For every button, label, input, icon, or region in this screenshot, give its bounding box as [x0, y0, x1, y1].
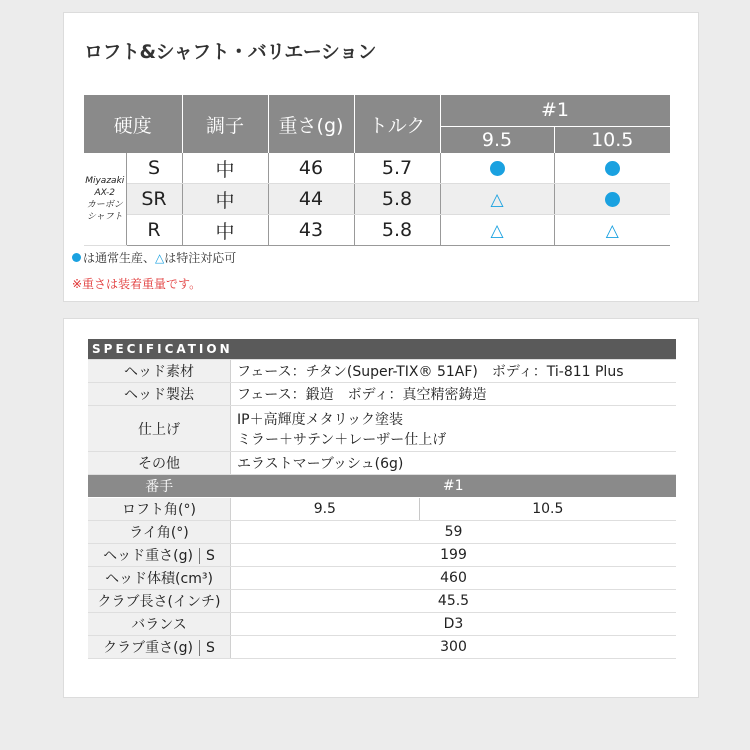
weight-cell: 43: [268, 215, 354, 246]
availability-cell: [554, 184, 670, 215]
table-row: ライ角(°) 59: [88, 521, 676, 544]
triangle-icon: △: [490, 221, 504, 241]
table-row: 番手 #1: [88, 475, 676, 498]
circle-icon: [490, 161, 505, 176]
table-row: ヘッド素材 フェース：チタン(Super-TIX® 51AF) ボディ：Ti-811 Plus: [88, 360, 676, 383]
shaft-variation-title: ロフト&シャフト・バリエーション: [84, 41, 377, 63]
circle-icon: [605, 161, 620, 176]
table-row: [84, 184, 670, 215]
torque-cell: 5.8: [354, 184, 440, 215]
flex-cell: SR: [126, 184, 182, 215]
triangle-icon: △: [605, 221, 619, 241]
table-row: ヘッド重さ(g) S 199: [88, 544, 676, 567]
availability-cell: [440, 184, 554, 215]
specification-card: [63, 318, 699, 698]
table-row: その他 エラストマーブッシュ(6g): [88, 452, 676, 475]
kick-cell: 中: [182, 153, 268, 184]
table-row: [84, 215, 670, 246]
availability-cell: [440, 153, 554, 184]
table-row: バランス D3: [88, 613, 676, 636]
spec-header: SPECIFICATION: [88, 339, 676, 360]
shaft-table: [84, 95, 671, 246]
circle-icon: [605, 192, 620, 207]
weight-cell: 44: [268, 184, 354, 215]
torque-cell: 5.7: [354, 153, 440, 184]
torque-cell: 5.8: [354, 215, 440, 246]
header-hardness: 硬度: [84, 95, 182, 153]
table-row: ヘッド体積(cm³) 460: [88, 567, 676, 590]
triangle-icon: △: [490, 190, 504, 210]
header-kick: 調子: [182, 95, 268, 153]
header-loft-a: 9.5: [440, 126, 554, 153]
table-row: 仕上げ IP＋高輝度メタリック塗装 ミラー＋サテン＋レーザー仕上げ: [88, 406, 676, 452]
table-row: クラブ重さ(g) S 300: [88, 636, 676, 659]
availability-cell: [554, 215, 670, 246]
shaft-variation-card: [63, 12, 699, 302]
circle-icon: [72, 253, 81, 262]
table-row: ロフト角(°) 9.5 10.5: [88, 498, 676, 521]
table-row: ヘッド製法 フェース：鍛造 ボディ：真空精密鋳造: [88, 383, 676, 406]
specification-table: [88, 339, 676, 659]
shaft-name: Miyazaki AX-2 カーボン シャフト: [84, 153, 126, 246]
availability-note: は通常生産、△は特注対応可: [72, 249, 236, 266]
table-row: クラブ長さ(インチ) 45.5: [88, 590, 676, 613]
kick-cell: 中: [182, 184, 268, 215]
header-club-no: #1: [440, 95, 670, 126]
kick-cell: 中: [182, 215, 268, 246]
header-loft-b: 10.5: [554, 126, 670, 153]
flex-cell: R: [126, 215, 182, 246]
triangle-icon: △: [155, 251, 165, 265]
header-weight: 重さ(g): [268, 95, 354, 153]
weight-note: ※重さは装着重量です。: [72, 277, 202, 291]
availability-cell: [554, 153, 670, 184]
availability-cell: [440, 215, 554, 246]
weight-cell: 46: [268, 153, 354, 184]
flex-cell: S: [126, 153, 182, 184]
header-torque: トルク: [354, 95, 440, 153]
table-row: [84, 153, 670, 184]
